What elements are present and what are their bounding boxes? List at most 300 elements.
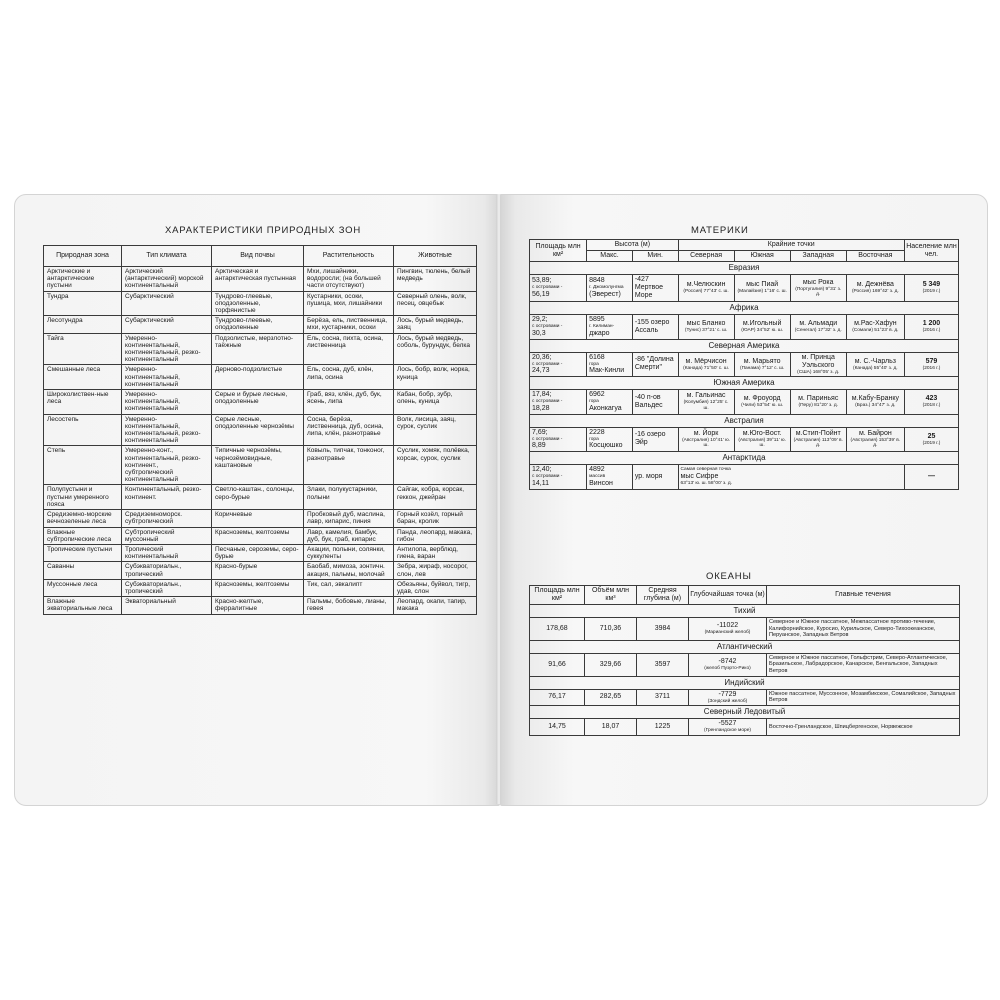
zone-climate-cell: Субтропический муссонный bbox=[122, 527, 212, 544]
continent-name: Австралия bbox=[530, 414, 959, 427]
population-value: 423 bbox=[925, 395, 938, 402]
zone-row bbox=[44, 365, 477, 390]
south-point-name: мыс Пиай bbox=[746, 281, 779, 289]
zone-animals-cell: Пингвин, тюлень, белый медведь bbox=[394, 267, 477, 292]
continent-region-row bbox=[530, 452, 959, 465]
area-note: с островами - bbox=[532, 436, 563, 442]
max-height-value: 8848 bbox=[589, 277, 605, 285]
max-height-cell bbox=[587, 465, 633, 490]
east-point-note: (Браз.) 34°47' з. д. bbox=[855, 403, 896, 408]
east-point-cell bbox=[846, 275, 904, 302]
deepest-note: (Зондский желоб) bbox=[707, 698, 748, 704]
header-height: Высота (м) bbox=[587, 240, 678, 251]
continent-region-row bbox=[530, 377, 959, 390]
zone-zone-name-cell: Лесостепь bbox=[44, 414, 122, 446]
zone-vegetation-cell: Мхи, лишайники, водоросли; (на большей части отсутствуют) bbox=[304, 267, 394, 292]
east-point-note: (Австралия) 153°39' в. д. bbox=[850, 437, 901, 449]
max-height-note: г. Джомолунгма bbox=[589, 285, 624, 291]
max-height-cell bbox=[587, 275, 633, 302]
population-year: (2016 г.) bbox=[922, 328, 941, 333]
header-south: Южная bbox=[734, 251, 790, 262]
continent-area-cell bbox=[530, 390, 587, 415]
area-value: 7,69; bbox=[532, 428, 548, 436]
south-point-cell bbox=[734, 275, 790, 302]
continent-row bbox=[530, 390, 959, 415]
ocean-depth-cell: 3597 bbox=[637, 653, 689, 676]
zone-vegetation-cell: Пальмы, бобовые, лианы, гевея bbox=[304, 597, 394, 614]
header-ocean-volume: Объём млн км³ bbox=[585, 586, 637, 605]
north-point-cell bbox=[678, 427, 734, 452]
continent-area-cell bbox=[530, 352, 587, 377]
zone-row bbox=[44, 527, 477, 544]
ocean-name: Тихий bbox=[530, 605, 960, 618]
zone-climate-cell: Континентальный, резко-континент. bbox=[122, 485, 212, 510]
zone-row bbox=[44, 544, 477, 561]
max-height-cell bbox=[587, 427, 633, 452]
zone-climate-cell: Арктический (антарктический) морской континентальный bbox=[122, 267, 212, 292]
max-height-name: (Эверест) bbox=[589, 290, 621, 298]
header-west: Западная bbox=[790, 251, 846, 262]
zones-title: ХАРАКТЕРИСТИКИ ПРИРОДНЫХ ЗОН bbox=[165, 225, 361, 236]
zone-zone-name-cell: Влажные субтропические леса bbox=[44, 527, 122, 544]
zone-soil-cell: Песчаные, сероземы, серо-бурые bbox=[212, 544, 304, 561]
ocean-depth-cell: 3711 bbox=[637, 689, 689, 706]
west-point-note: (США) 168°05' з. д. bbox=[797, 369, 840, 375]
area-note: с островами - bbox=[532, 285, 563, 291]
zone-zone-name-cell: Средиземно-морские вечнозеленые леса bbox=[44, 510, 122, 527]
north-point-cell bbox=[678, 465, 904, 490]
south-point-note: (Австралия) 39°11' ю. ш. bbox=[738, 437, 786, 449]
south-point-cell bbox=[734, 427, 790, 452]
area-note: с островами - bbox=[532, 361, 563, 367]
min-height-cell: ур. моря bbox=[632, 465, 678, 490]
zone-soil-cell: Коричневые bbox=[212, 510, 304, 527]
population-cell bbox=[904, 390, 958, 415]
max-height-note: г. Килиман- bbox=[589, 324, 615, 329]
ocean-name-row bbox=[530, 640, 960, 653]
area-value: 20,36; bbox=[532, 353, 552, 361]
zone-soil-cell: Тундрово-глеевые, оподзоленные, торфянистые bbox=[212, 291, 304, 316]
deepest-note: (Гренландское море) bbox=[704, 728, 751, 734]
min-height-cell: -155 озеро Ассаль bbox=[632, 315, 678, 340]
zone-zone-name-cell: Тропические пустыни bbox=[44, 544, 122, 561]
zone-climate-cell: Умеренно-континентальный, континентальный bbox=[122, 390, 212, 415]
zone-climate-cell: Средиземноморск. субтропический bbox=[122, 510, 212, 527]
south-point-note: (Чили) 53°54' ю. ш. bbox=[741, 403, 784, 408]
header-population: Население млн чел. bbox=[904, 240, 958, 262]
zone-animals-cell: Суслик, хомяк, полёвка, корсак, сурок, суслик bbox=[394, 446, 477, 485]
zone-zone-name-cell: Широколиствен-ные леса bbox=[44, 390, 122, 415]
continent-name: Евразия bbox=[530, 262, 959, 275]
max-height-name: Аконкагуа bbox=[589, 404, 622, 412]
population-value: — bbox=[927, 472, 935, 480]
area-value: 12,40; bbox=[532, 466, 552, 473]
north-point-note: (Канада) 71°50' с. ш. bbox=[683, 365, 729, 371]
north-point-cell bbox=[678, 315, 734, 340]
zone-zone-name-cell: Тайга bbox=[44, 333, 122, 365]
zone-zone-name-cell: Степь bbox=[44, 446, 122, 485]
zone-row bbox=[44, 562, 477, 579]
header-zone: Природная зона bbox=[44, 246, 122, 267]
south-point-note: (ЮАР) 34°52' ю. ш. bbox=[741, 328, 784, 333]
ocean-name-row bbox=[530, 605, 960, 618]
zone-animals-cell: Сайгак, кобра, корсак, геккон, джейран bbox=[394, 485, 477, 510]
ocean-name: Северный Ледовитый bbox=[530, 706, 960, 719]
east-point-name: м.Кабу-Бранку bbox=[851, 395, 899, 402]
east-point-name: м. С.-Чарльз bbox=[854, 357, 896, 365]
oceans-table bbox=[529, 585, 960, 736]
continent-row bbox=[530, 352, 959, 377]
zone-vegetation-cell: Пробковый дуб, маслина, лавр, кипарис, пиния bbox=[304, 510, 394, 527]
zone-climate-cell: Субарктический bbox=[122, 316, 212, 333]
zone-zone-name-cell: Полупустыни и пустыни умеренного пояса bbox=[44, 485, 122, 510]
deepest-value: -5527 bbox=[718, 720, 737, 728]
ocean-area-cell: 76,17 bbox=[530, 689, 585, 706]
max-height-note: гора bbox=[589, 436, 599, 442]
west-point-cell bbox=[790, 275, 846, 302]
north-point-label: Самая северная точка bbox=[680, 467, 731, 473]
zone-zone-name-cell: Арктические и антарктические пустыни bbox=[44, 267, 122, 292]
east-point-cell bbox=[846, 427, 904, 452]
header-max: Макс. bbox=[587, 251, 633, 262]
north-point-name: мыс Сифре bbox=[680, 472, 719, 480]
open-notebook bbox=[14, 194, 986, 804]
east-point-cell bbox=[846, 390, 904, 415]
continent-row bbox=[530, 275, 959, 302]
max-height-value: 2228 bbox=[589, 428, 605, 436]
north-point-note: (Тунис) 37°21' с. ш. bbox=[684, 328, 728, 333]
zone-soil-cell: Подзолистые, мерзлотно-таёжные bbox=[212, 333, 304, 365]
ocean-depth-cell: 3984 bbox=[637, 618, 689, 641]
ocean-row bbox=[530, 689, 960, 706]
zone-climate-cell: Субэкваториальн., тропический bbox=[122, 562, 212, 579]
west-point-note: (Португалия) 9°31' з. д. bbox=[795, 286, 842, 297]
ocean-header-row bbox=[530, 586, 960, 605]
zones-header-row bbox=[44, 246, 477, 267]
continents-table bbox=[529, 239, 959, 490]
continent-region-row bbox=[530, 302, 959, 315]
population-year: (2018 г.) bbox=[922, 403, 941, 408]
zone-soil-cell: Серые и бурые лесные, оподзоленные bbox=[212, 390, 304, 415]
max-height-value: 6168 bbox=[589, 353, 605, 361]
east-point-cell bbox=[846, 315, 904, 340]
north-point-note: 63°13' ю. ш. 58°00' з. д. bbox=[680, 480, 732, 486]
zone-soil-cell: Красно-бурые bbox=[212, 562, 304, 579]
zone-animals-cell: Северный олень, волк, песец, овцебык bbox=[394, 291, 477, 316]
continent-row bbox=[530, 465, 959, 490]
area-value-islands: 14,11 bbox=[532, 479, 549, 487]
zone-climate-cell: Умеренно-континентальный, континентальный, резко-континентальный bbox=[122, 414, 212, 446]
zone-row bbox=[44, 414, 477, 446]
continent-area-cell bbox=[530, 427, 587, 452]
max-height-note: массив bbox=[589, 474, 606, 479]
ocean-row bbox=[530, 653, 960, 676]
north-point-cell bbox=[678, 352, 734, 377]
max-height-cell bbox=[587, 315, 633, 340]
zone-row bbox=[44, 597, 477, 614]
zone-vegetation-cell: Граб, вяз, клён, дуб, бук, ясень, липа bbox=[304, 390, 394, 415]
west-point-note: (Австралия) 113°09' в. д. bbox=[793, 437, 843, 449]
continent-area-cell bbox=[530, 275, 587, 302]
ocean-currents-cell: Восточно-Гренландское, Шпицбергенское, Норвежское bbox=[767, 719, 960, 736]
min-height-cell: -40 п-ов Вальдес bbox=[632, 390, 678, 415]
south-point-cell bbox=[734, 315, 790, 340]
population-year: (2019 г.) bbox=[922, 289, 941, 295]
west-point-note: (Сенегал) 17°32' з. д. bbox=[794, 328, 842, 333]
min-height-cell: -16 озеро Эйр bbox=[632, 427, 678, 452]
zone-soil-cell: Типичные чернозёмы, чернозёмовидные, каштановые bbox=[212, 446, 304, 485]
zone-vegetation-cell: Кустарники, осоки, пушица, мхи, лишайники bbox=[304, 291, 394, 316]
max-height-cell bbox=[587, 390, 633, 415]
ocean-row bbox=[530, 618, 960, 641]
ocean-volume-cell: 282,65 bbox=[585, 689, 637, 706]
continent-row bbox=[530, 315, 959, 340]
population-cell bbox=[904, 275, 958, 302]
zone-vegetation-cell: Ковыль, типчак, тонконог, разнотравье bbox=[304, 446, 394, 485]
ocean-area-cell: 14,75 bbox=[530, 719, 585, 736]
area-value-islands: 24,73 bbox=[532, 367, 550, 374]
cont-header-row-2 bbox=[530, 251, 959, 262]
area-value-islands: 56,19 bbox=[532, 290, 550, 298]
zone-row bbox=[44, 446, 477, 485]
zone-row bbox=[44, 485, 477, 510]
west-point-name: м. Альмади bbox=[799, 320, 838, 327]
zone-soil-cell: Красноземы, желтоземы bbox=[212, 579, 304, 596]
ocean-area-cell: 178,68 bbox=[530, 618, 585, 641]
south-point-name: м. Фроуорд bbox=[743, 395, 781, 402]
zone-climate-cell: Умеренно-континентальный, континентальный bbox=[122, 365, 212, 390]
ocean-name-row bbox=[530, 676, 960, 689]
zone-animals-cell: Леопард, окапи, тапир, макака bbox=[394, 597, 477, 614]
max-height-value: 6962 bbox=[589, 391, 605, 398]
continent-name: Антарктида bbox=[530, 452, 959, 465]
header-area: Площадь млн км² bbox=[530, 240, 587, 262]
east-point-note: (Канада) 55°40' з. д. bbox=[853, 365, 898, 371]
north-point-name: м.Челюскин bbox=[686, 281, 726, 289]
max-height-value: 4892 bbox=[589, 466, 605, 473]
south-point-cell bbox=[734, 352, 790, 377]
zone-soil-cell: Арктическая и антарктическая пустынная bbox=[212, 267, 304, 292]
area-note: с островами - bbox=[532, 324, 563, 329]
max-height-name: Винсон bbox=[589, 479, 613, 487]
deepest-note: (Марианский желоб) bbox=[704, 630, 751, 636]
zone-row bbox=[44, 579, 477, 596]
ocean-deepest-cell bbox=[689, 618, 767, 641]
max-height-note: гора bbox=[589, 399, 599, 404]
cont-header-row-1 bbox=[530, 240, 959, 251]
ocean-name-row bbox=[530, 706, 960, 719]
area-value: 17,84; bbox=[532, 391, 552, 398]
zone-soil-cell: Дерново-подзолистые bbox=[212, 365, 304, 390]
population-year: (2019 г.) bbox=[922, 440, 941, 446]
max-height-name: Косцюшко bbox=[589, 442, 623, 449]
zone-row bbox=[44, 333, 477, 365]
ocean-deepest-cell bbox=[689, 653, 767, 676]
zone-zone-name-cell: Влажные экваториальные леса bbox=[44, 597, 122, 614]
ocean-volume-cell: 18,07 bbox=[585, 719, 637, 736]
area-value-islands: 30,3 bbox=[532, 329, 546, 337]
ocean-currents-cell: Северное и Южное пассатное, Гольфстрим, Северо-Атлантическое, Бразильское, Лабрадорское, Канарское, Бенгальское, Западных Ветров bbox=[767, 653, 960, 676]
header-climate: Тип климата bbox=[122, 246, 212, 267]
population-cell bbox=[904, 315, 958, 340]
header-animals: Животные bbox=[394, 246, 477, 267]
north-point-name: м. Гальинас bbox=[686, 392, 726, 400]
deepest-value: -11022 bbox=[716, 622, 739, 630]
natural-zones-table bbox=[43, 245, 477, 615]
zone-animals-cell: Обезьяны, буйвол, тигр, удав, слон bbox=[394, 579, 477, 596]
zone-soil-cell: Красноземы, желтоземы bbox=[212, 527, 304, 544]
max-height-note: гора bbox=[589, 361, 599, 367]
south-point-note: (Малайзия) 1°16' с. ш. bbox=[737, 289, 787, 295]
zone-climate-cell: Умеренно-континентальный, континентальный, резко-континентальный bbox=[122, 333, 212, 365]
zone-vegetation-cell: Берёза, ель, лиственница, мхи, кустарники, осоки bbox=[304, 316, 394, 333]
deepest-note: (желоб Пуэрто-Рико) bbox=[704, 665, 751, 671]
north-point-name: м. Йорк bbox=[693, 429, 719, 437]
zone-vegetation-cell: Ель, сосна, дуб, клён, липа, осина bbox=[304, 365, 394, 390]
ocean-currents-cell: Южное пассатное, Муссонное, Мозамбикское, Сомалийское, Западных Ветров bbox=[767, 689, 960, 706]
north-point-note: (Австралия) 10°41' ю. ш. bbox=[682, 437, 731, 449]
zone-vegetation-cell: Лавр, камелия, бамбук, дуб, бук, граб, кипарис bbox=[304, 527, 394, 544]
zone-animals-cell: Лось, бурый медведь, соболь, бурундук, белка bbox=[394, 333, 477, 365]
north-point-name: мыс Бланко bbox=[686, 320, 726, 327]
continent-region-row bbox=[530, 339, 959, 352]
west-point-cell bbox=[790, 390, 846, 415]
east-point-name: м. Дежнёва bbox=[856, 281, 894, 289]
zone-vegetation-cell: Тик, сал, эвкалипт bbox=[304, 579, 394, 596]
zone-soil-cell: Тундрово-глеевые, оподзоленные bbox=[212, 316, 304, 333]
continent-row bbox=[530, 427, 959, 452]
header-north: Северная bbox=[678, 251, 734, 262]
header-ocean-currents: Главные течения bbox=[767, 586, 960, 605]
zone-animals-cell: Лось, бурый медведь, заяц bbox=[394, 316, 477, 333]
header-vegetation: Растительность bbox=[304, 246, 394, 267]
ocean-deepest-cell bbox=[689, 689, 767, 706]
max-height-cell bbox=[587, 352, 633, 377]
population-cell bbox=[904, 465, 958, 490]
ocean-volume-cell: 329,66 bbox=[585, 653, 637, 676]
continents-title: МАТЕРИКИ bbox=[691, 225, 749, 236]
continent-area-cell bbox=[530, 315, 587, 340]
min-height-cell: -427 Мертвое Море bbox=[632, 275, 678, 302]
zone-vegetation-cell: Сосна, берёза, лиственница, дуб, осина, липа, клён, разнотравье bbox=[304, 414, 394, 446]
continent-name: Южная Америка bbox=[530, 377, 959, 390]
west-point-cell bbox=[790, 427, 846, 452]
east-point-note: (Сомали) 51°23' в. д. bbox=[852, 328, 899, 333]
area-note: с островами - bbox=[532, 399, 563, 404]
max-height-name: джаро bbox=[589, 329, 610, 337]
south-point-note: (Панама) 7°12' с. ш. bbox=[739, 365, 785, 371]
zone-climate-cell: Субэкваториальн., тропический bbox=[122, 579, 212, 596]
west-point-name: мыс Рока bbox=[802, 278, 834, 286]
zone-row bbox=[44, 510, 477, 527]
south-point-name: м. Марьято bbox=[743, 357, 781, 365]
population-value: 1 200 bbox=[922, 320, 941, 327]
continent-region-row bbox=[530, 414, 959, 427]
zone-climate-cell: Умеренно-конт., континентальный, резко-континент., субтропический континентальный bbox=[122, 446, 212, 485]
zone-climate-cell: Тропический континентальный bbox=[122, 544, 212, 561]
zone-vegetation-cell: Баобаб, мимоза, зонтичн. акация, пальмы, молочай bbox=[304, 562, 394, 579]
oceans-title: ОКЕАНЫ bbox=[706, 571, 752, 582]
zone-zone-name-cell: Смешанные леса bbox=[44, 365, 122, 390]
zone-vegetation-cell: Ель, сосна, пихта, осина, лиственница bbox=[304, 333, 394, 365]
zone-animals-cell: Панда, леопард, макака, гибон bbox=[394, 527, 477, 544]
west-point-cell bbox=[790, 352, 846, 377]
zone-zone-name-cell: Муссонные леса bbox=[44, 579, 122, 596]
south-point-name: м.Игольный bbox=[742, 320, 782, 327]
population-cell bbox=[904, 352, 958, 377]
west-point-name: м. Париньяс bbox=[798, 395, 839, 402]
east-point-note: (Россия) 169°42' з. д. bbox=[851, 289, 899, 295]
ocean-deepest-cell bbox=[689, 719, 767, 736]
zone-animals-cell: Лось, бобр, волк, норка, куница bbox=[394, 365, 477, 390]
max-height-name: Мак-Кинли bbox=[589, 367, 625, 374]
zone-row bbox=[44, 316, 477, 333]
header-ocean-deepest: Глубочайшая точка (м) bbox=[689, 586, 767, 605]
zone-soil-cell: Светло-каштан., солонцы, серо-бурые bbox=[212, 485, 304, 510]
zone-zone-name-cell: Тундра bbox=[44, 291, 122, 316]
population-value: 5 349 bbox=[922, 281, 941, 289]
area-note: с островами - bbox=[532, 474, 563, 479]
continent-region-row bbox=[530, 262, 959, 275]
zone-vegetation-cell: Акации, полыни, солянки, суккуленты bbox=[304, 544, 394, 561]
zone-row bbox=[44, 390, 477, 415]
zone-row bbox=[44, 291, 477, 316]
max-height-value: 5895 bbox=[589, 316, 605, 323]
population-value: 25 bbox=[927, 432, 936, 440]
west-point-note: (Перу) 81°20' з. д. bbox=[798, 403, 838, 408]
ocean-row bbox=[530, 719, 960, 736]
west-point-name: м. Принца Уэльского bbox=[801, 353, 835, 369]
continent-area-cell bbox=[530, 465, 587, 490]
continent-name: Северная Америка bbox=[530, 339, 959, 352]
header-ocean-depth: Средняя глубина (м) bbox=[637, 586, 689, 605]
zone-animals-cell: Горный козёл, горный баран, кролик bbox=[394, 510, 477, 527]
ocean-name: Атлантический bbox=[530, 640, 960, 653]
west-point-cell bbox=[790, 315, 846, 340]
north-point-cell bbox=[678, 275, 734, 302]
ocean-currents-cell: Северное и Южное пассатное, Межпассатное противо-течение, Калифорнийское, Куросио, Курильское, Северо-Тихоокеанское, Перуанское, Западных Ветров bbox=[767, 618, 960, 641]
zone-vegetation-cell: Злаки, полукустарники, полыни bbox=[304, 485, 394, 510]
north-point-note: (Россия) 77°43' с. ш. bbox=[683, 289, 729, 295]
population-year: (2016 г.) bbox=[922, 365, 941, 371]
left-page bbox=[14, 194, 500, 806]
zone-animals-cell: Антилопа, верблюд, гиена, варан bbox=[394, 544, 477, 561]
east-point-cell bbox=[846, 352, 904, 377]
zone-animals-cell: Зебра, жираф, носорог, слон, лев bbox=[394, 562, 477, 579]
ocean-volume-cell: 710,36 bbox=[585, 618, 637, 641]
right-page bbox=[500, 194, 988, 806]
area-value-islands: 8,89 bbox=[532, 442, 546, 449]
zone-climate-cell: Экваториальный bbox=[122, 597, 212, 614]
zone-animals-cell: Кабан, бобр, зубр, олень, куница bbox=[394, 390, 477, 415]
zone-zone-name-cell: Саванны bbox=[44, 562, 122, 579]
south-point-name: м.Юго-Вост. bbox=[742, 429, 782, 437]
header-min: Мин. bbox=[632, 251, 678, 262]
east-point-name: м. Байрон bbox=[858, 429, 892, 437]
population-value: 579 bbox=[925, 357, 938, 365]
zone-animals-cell: Волк, лисица, заяц, сурок, суслик bbox=[394, 414, 477, 446]
deepest-value: -8742 bbox=[718, 657, 737, 665]
header-extreme-points: Крайние точки bbox=[678, 240, 904, 251]
north-point-cell bbox=[678, 390, 734, 415]
ocean-area-cell: 91,66 bbox=[530, 653, 585, 676]
ocean-depth-cell: 1225 bbox=[637, 719, 689, 736]
ocean-name: Индийский bbox=[530, 676, 960, 689]
area-value: 29,2; bbox=[532, 316, 548, 323]
south-point-cell bbox=[734, 390, 790, 415]
area-value-islands: 18,28 bbox=[532, 404, 550, 412]
deepest-value: -7729 bbox=[718, 690, 737, 698]
